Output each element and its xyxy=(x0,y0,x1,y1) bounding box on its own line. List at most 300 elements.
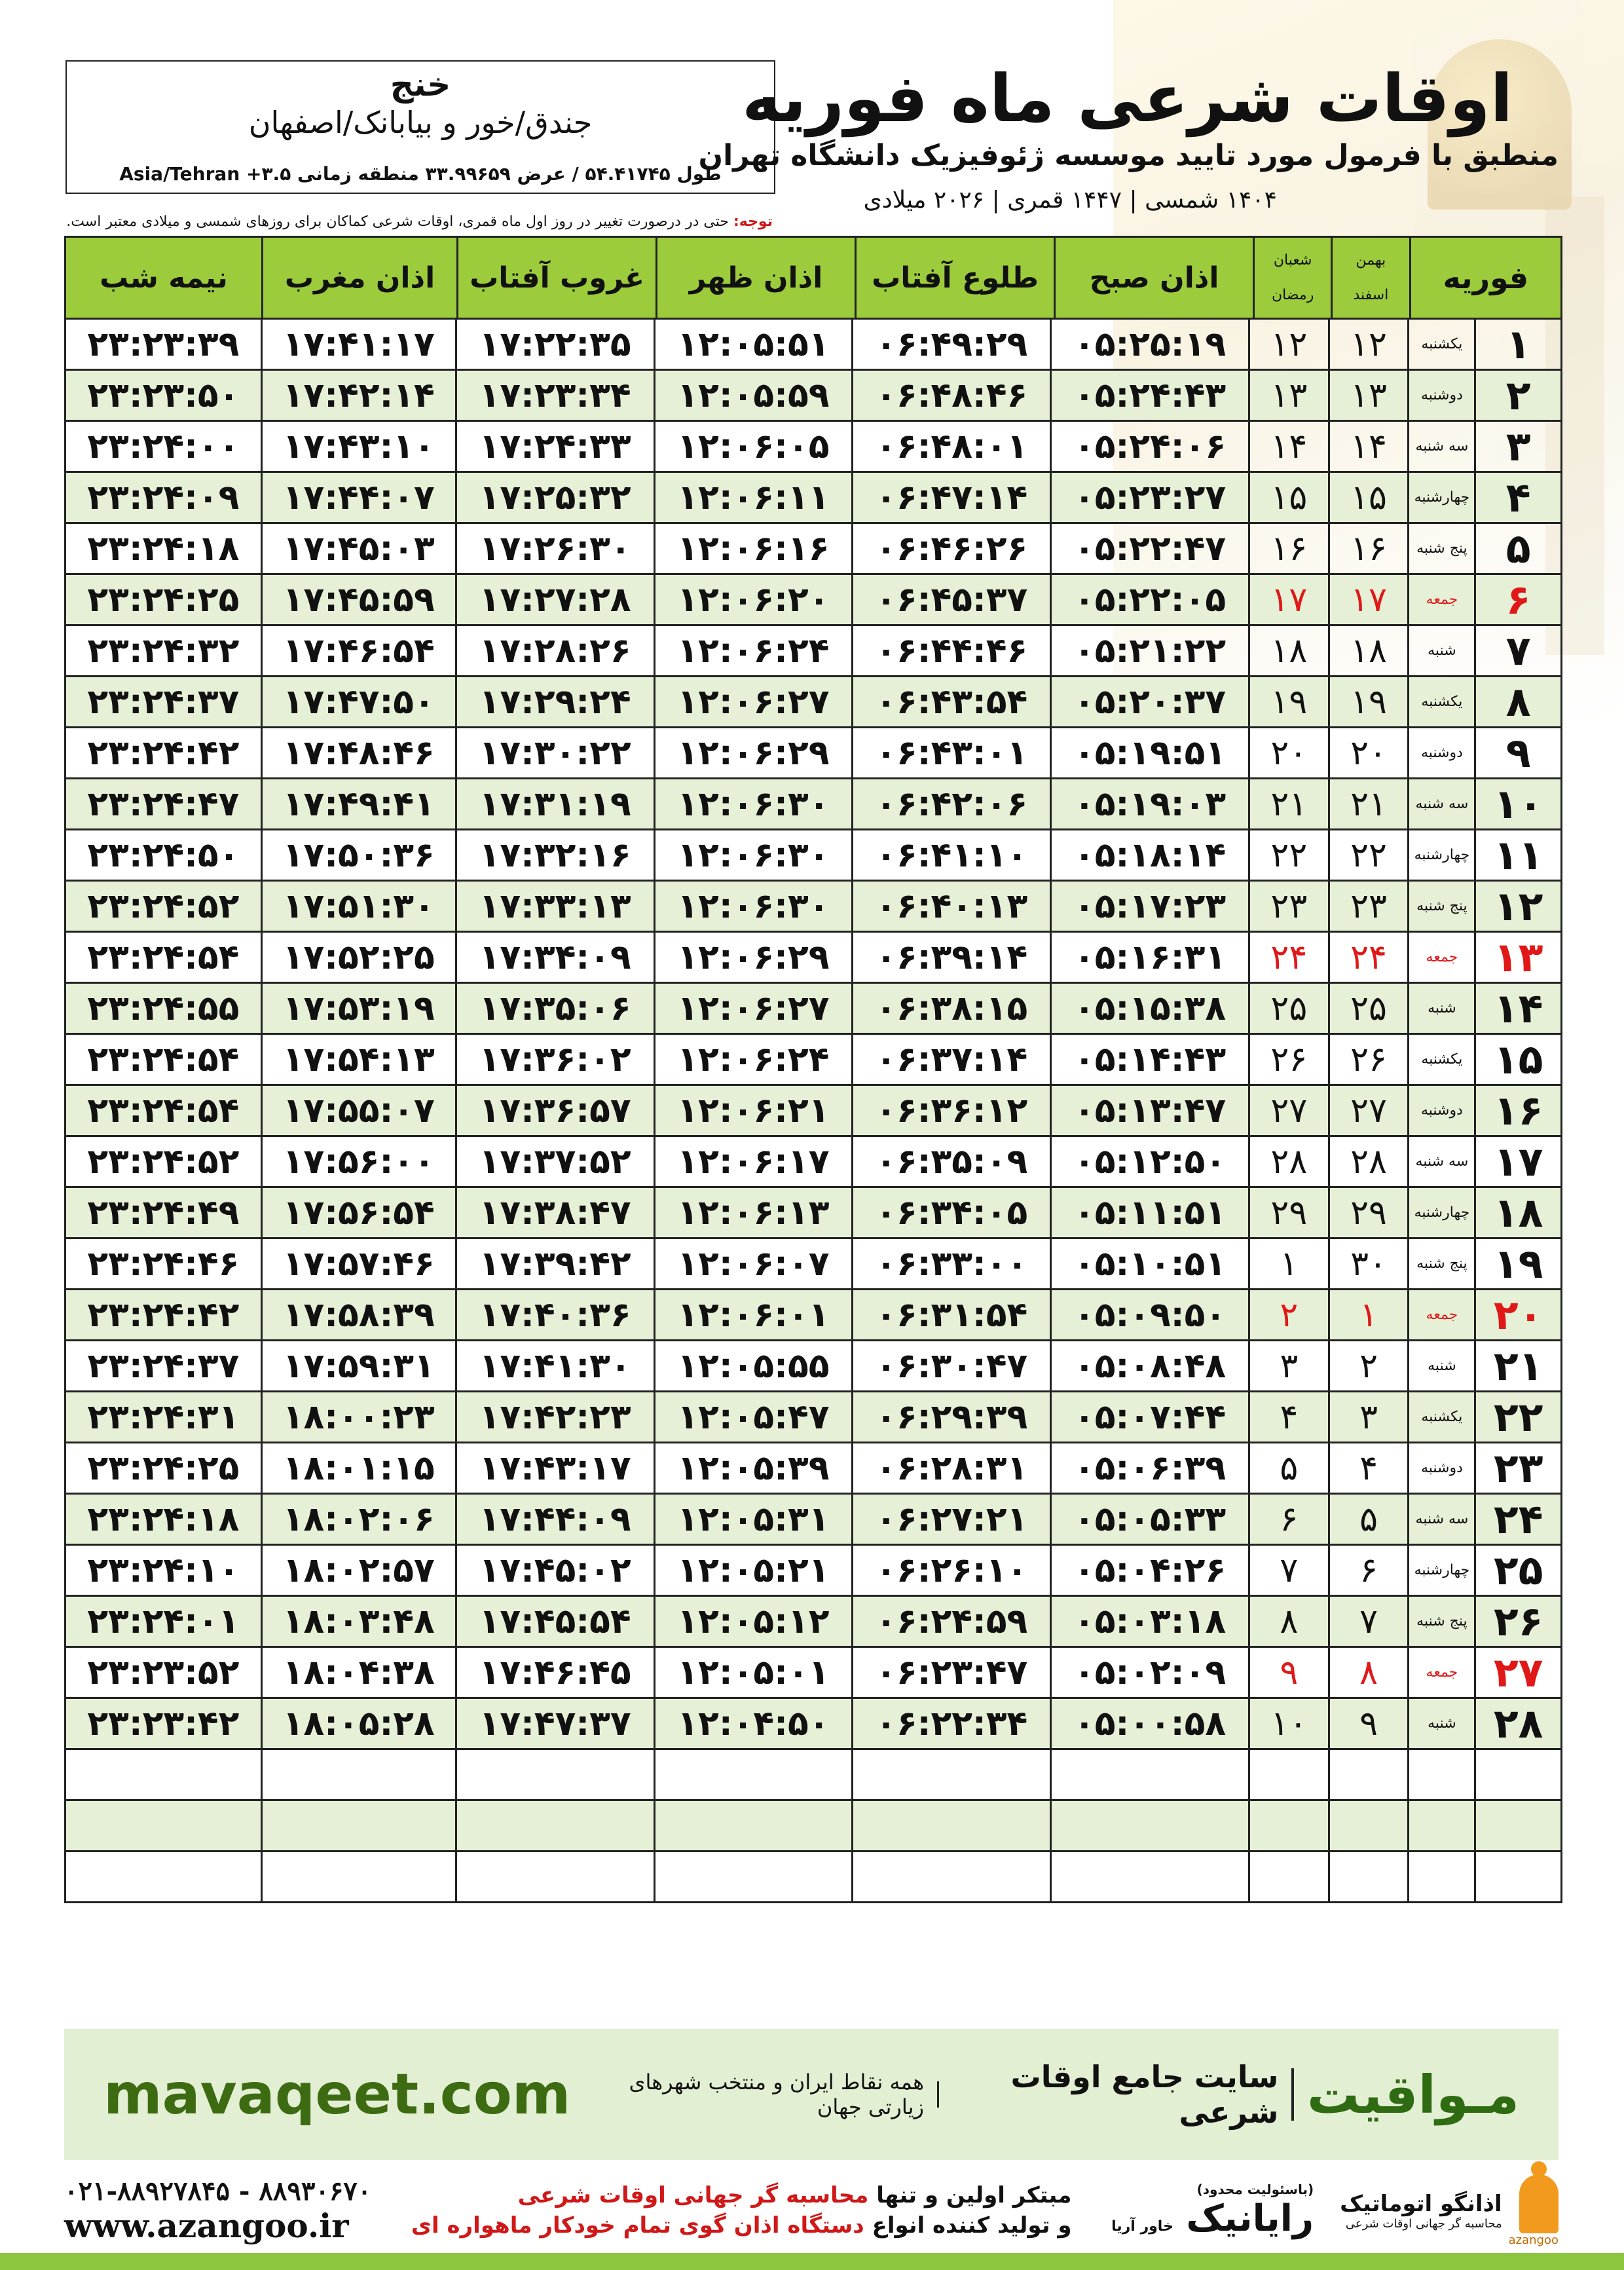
solar-day: ۲۱ xyxy=(1328,779,1408,828)
azangoo-mark-icon xyxy=(1509,2174,1559,2247)
sunrise-time: ۰۶:۲۴:۵۹ xyxy=(851,1597,1050,1646)
solar-day: ۲ xyxy=(1328,1341,1408,1390)
maghrib-time: ۱۷:۴۸:۴۶ xyxy=(261,728,455,777)
lunar-day: ۲۹ xyxy=(1248,1188,1328,1237)
table-row xyxy=(66,1239,1560,1290)
weekday: یکشنبه xyxy=(1407,1035,1474,1084)
sunset-time: ۱۷:۳۷:۵۲ xyxy=(455,1137,654,1186)
maghrib-time: ۱۷:۵۰:۳۶ xyxy=(261,830,455,880)
sunset-time: ۱۷:۳۱:۱۹ xyxy=(455,779,654,828)
calendar-years: ۱۴۰۴ شمسی | ۱۴۴۷ قمری | ۲۰۲۶ میلادی xyxy=(863,187,1277,214)
fajr-time: ۰۵:۰۴:۲۶ xyxy=(1050,1546,1248,1595)
day-number: ۱۳ xyxy=(1474,933,1560,982)
weekday: جمعه xyxy=(1407,1648,1474,1697)
table-row xyxy=(66,473,1560,524)
weekday: یکشنبه xyxy=(1407,320,1474,369)
fajr-time: ۰۵:۲۱:۲۲ xyxy=(1050,626,1248,675)
weekday: دوشنبه xyxy=(1407,1086,1474,1135)
weekday: پنج شنبه xyxy=(1407,882,1474,931)
table-row xyxy=(66,1341,1560,1392)
fajr-time: ۰۵:۰۳:۱۸ xyxy=(1050,1597,1248,1646)
solar-day xyxy=(1328,1750,1408,1799)
sunset-time: ۱۷:۳۹:۴۲ xyxy=(455,1239,654,1288)
dhuhr-time xyxy=(654,1801,852,1850)
sunset-time: ۱۷:۳۵:۰۶ xyxy=(455,984,654,1033)
header-bahman: بهمن xyxy=(1356,252,1386,269)
midnight-time: ۲۳:۲۴:۴۲ xyxy=(87,1295,240,1335)
sunset-time: ۱۷:۴۱:۳۰ xyxy=(455,1341,654,1390)
dhuhr-time: ۱۲:۰۶:۰۱ xyxy=(654,1290,852,1339)
table-row xyxy=(66,626,1560,677)
header-maghrib: اذان مغرب xyxy=(261,238,456,318)
bottom-bar xyxy=(0,2253,1624,2270)
sunset-time: ۱۷:۲۳:۳۴ xyxy=(455,371,654,420)
midnight-time: ۲۳:۲۴:۳۲ xyxy=(87,631,240,671)
lunar-day: ۱۵ xyxy=(1248,473,1328,522)
table-row xyxy=(66,1648,1560,1699)
midnight-time: ۲۳:۲۴:۵۴ xyxy=(87,1039,240,1079)
location-box xyxy=(65,60,775,194)
maghrib-time: ۱۸:۰۳:۴۸ xyxy=(261,1597,455,1646)
weekday: پنج شنبه xyxy=(1407,1597,1474,1646)
sunrise-time: ۰۶:۳۱:۵۴ xyxy=(851,1290,1050,1339)
midnight-time: ۲۳:۲۴:۴۶ xyxy=(87,1244,240,1284)
sunset-time: ۱۷:۳۰:۲۲ xyxy=(455,728,654,777)
solar-day: ۱۶ xyxy=(1328,524,1408,573)
fajr-time: ۰۵:۰۶:۳۹ xyxy=(1050,1443,1248,1493)
maghrib-time: ۱۷:۴۵:۵۹ xyxy=(261,575,455,624)
sunset-time: ۱۷:۴۳:۱۷ xyxy=(455,1443,654,1493)
day-number: ۱ xyxy=(1474,320,1560,369)
table-row xyxy=(66,575,1560,626)
header-sunrise: طلوع آفتاب xyxy=(855,238,1054,318)
solar-day: ۴ xyxy=(1328,1443,1408,1493)
fajr-time: ۰۵:۱۶:۳۱ xyxy=(1050,933,1248,982)
sunset-time: ۱۷:۴۲:۲۳ xyxy=(455,1392,654,1442)
lunar-day: ۲۵ xyxy=(1248,984,1328,1033)
solar-day xyxy=(1328,1801,1408,1850)
lunar-day: ۴ xyxy=(1248,1392,1328,1442)
solar-day: ۱۸ xyxy=(1328,626,1408,675)
maghrib-time xyxy=(261,1750,455,1799)
header-fajr: اذان صبح xyxy=(1054,238,1253,318)
header-lunar-months xyxy=(1253,238,1331,318)
midnight-time: ۲۳:۲۴:۲۵ xyxy=(87,580,240,620)
fajr-time: ۰۵:۱۷:۲۳ xyxy=(1050,882,1248,931)
sunset-time: ۱۷:۴۵:۰۲ xyxy=(455,1546,654,1595)
day-number: ۲۷ xyxy=(1474,1648,1560,1697)
lunar-day: ۱۷ xyxy=(1248,575,1328,624)
table-row xyxy=(66,728,1560,779)
day-number: ۲۲ xyxy=(1474,1392,1560,1442)
day-number: ۲۱ xyxy=(1474,1341,1560,1390)
location-region: جندق/خور و بیابانک/اصفهان xyxy=(248,105,593,140)
solar-day: ۱ xyxy=(1328,1290,1408,1339)
midnight-time: ۲۳:۲۴:۵۴ xyxy=(87,937,240,977)
dhuhr-time: ۱۲:۰۶:۱۶ xyxy=(654,524,852,573)
table-row xyxy=(66,1546,1560,1597)
sunrise-time: ۰۶:۳۴:۰۵ xyxy=(851,1188,1050,1237)
sunset-time: ۱۷:۴۴:۰۹ xyxy=(455,1495,654,1544)
sunrise-time: ۰۶:۴۸:۰۱ xyxy=(851,422,1050,471)
sunset-time xyxy=(455,1801,654,1850)
solar-day: ۱۲ xyxy=(1328,320,1408,369)
sunset-time: ۱۷:۴۶:۴۵ xyxy=(455,1648,654,1697)
table-row xyxy=(66,1852,1560,1901)
rayanik-logo-text: رایانیک xyxy=(1186,2197,1314,2240)
solar-day: ۲۶ xyxy=(1328,1035,1408,1084)
table-row xyxy=(66,882,1560,933)
table-row xyxy=(66,830,1560,882)
header-solar-months xyxy=(1331,238,1409,318)
day-number: ۲۸ xyxy=(1474,1699,1560,1748)
maghrib-time: ۱۷:۵۶:۵۴ xyxy=(261,1188,455,1237)
fajr-time: ۰۵:۱۲:۵۰ xyxy=(1050,1137,1248,1186)
fajr-time xyxy=(1050,1750,1248,1799)
maghrib-time: ۱۷:۵۶:۰۰ xyxy=(261,1137,455,1186)
table-row xyxy=(66,779,1560,830)
phone-numbers: ۰۲۱-۸۸۹۲۷۸۴۵ - ۸۸۹۳۰۶۷۰ xyxy=(64,2176,372,2206)
sunrise-time: ۰۶:۴۸:۴۶ xyxy=(851,371,1050,420)
day-number: ۸ xyxy=(1474,677,1560,726)
sunset-time: ۱۷:۲۵:۳۲ xyxy=(455,473,654,522)
weekday: جمعه xyxy=(1407,575,1474,624)
dhuhr-time: ۱۲:۰۶:۳۰ xyxy=(654,882,852,931)
ad-line1-b: محاسبه گر جهانی اوقات شرعی xyxy=(517,2182,869,2208)
sunset-time: ۱۷:۴۷:۳۷ xyxy=(455,1699,654,1748)
table-row xyxy=(66,1443,1560,1495)
midnight-time: ۲۳:۲۴:۱۸ xyxy=(87,529,240,568)
fajr-time: ۰۵:۲۴:۴۳ xyxy=(1050,371,1248,420)
day-number: ۵ xyxy=(1474,524,1560,573)
lunar-day: ۱۲ xyxy=(1248,320,1328,369)
solar-day: ۹ xyxy=(1328,1699,1408,1748)
sunrise-time: ۰۶:۴۱:۱۰ xyxy=(851,830,1050,880)
maghrib-time: ۱۷:۴۷:۵۰ xyxy=(261,677,455,726)
day-number: ۲ xyxy=(1474,371,1560,420)
weekday: چهارشنبه xyxy=(1407,473,1474,522)
sunrise-time: ۰۶:۴۰:۱۳ xyxy=(851,882,1050,931)
fajr-time: ۰۵:۲۲:۰۵ xyxy=(1050,575,1248,624)
lunar-day: ۲۳ xyxy=(1248,882,1328,931)
header-sunset: غروب آفتاب xyxy=(456,238,655,318)
solar-day: ۲۲ xyxy=(1328,830,1408,880)
solar-day: ۲۸ xyxy=(1328,1137,1408,1186)
solar-day xyxy=(1328,1852,1408,1901)
dhuhr-time xyxy=(654,1750,852,1799)
notice-text: حتی در درصورت تغییر در روز اول ماه قمری، اوقات شرعی کماکان برای روزهای شمسی و میلادی معتبر است. xyxy=(66,214,729,230)
fajr-time: ۰۵:۰۰:۵۸ xyxy=(1050,1699,1248,1748)
sunrise-time xyxy=(851,1750,1050,1799)
weekday xyxy=(1407,1852,1474,1901)
midnight-time: ۲۳:۲۴:۴۷ xyxy=(87,784,240,824)
dhuhr-time: ۱۲:۰۶:۳۰ xyxy=(654,830,852,880)
maghrib-time: ۱۸:۰۲:۰۶ xyxy=(261,1495,455,1544)
weekday: یکشنبه xyxy=(1407,1392,1474,1442)
lunar-day: ۲۶ xyxy=(1248,1035,1328,1084)
lunar-day: ۸ xyxy=(1248,1597,1328,1646)
maghrib-time: ۱۷:۴۶:۵۴ xyxy=(261,626,455,675)
sunset-time: ۱۷:۳۲:۱۶ xyxy=(455,830,654,880)
lunar-day xyxy=(1248,1852,1328,1901)
table-row xyxy=(66,1495,1560,1546)
maghrib-time: ۱۷:۴۱:۱۷ xyxy=(261,320,455,369)
sunset-time: ۱۷:۲۴:۳۳ xyxy=(455,422,654,471)
sponsor-logos xyxy=(1111,2174,1559,2247)
maghrib-time: ۱۸:۰۴:۳۸ xyxy=(261,1648,455,1697)
midnight-time: ۲۳:۲۴:۲۵ xyxy=(87,1448,240,1488)
sunrise-time: ۰۶:۴۷:۱۴ xyxy=(851,473,1050,522)
weekday xyxy=(1407,1750,1474,1799)
maghrib-time: ۱۷:۵۸:۳۹ xyxy=(261,1290,455,1339)
weekday: دوشنبه xyxy=(1407,371,1474,420)
dhuhr-time: ۱۲:۰۶:۲۷ xyxy=(654,677,852,726)
table-row xyxy=(66,1699,1560,1750)
dhuhr-time: ۱۲:۰۶:۱۳ xyxy=(654,1188,852,1237)
day-number: ۹ xyxy=(1474,728,1560,777)
table-row xyxy=(66,1290,1560,1341)
header-shaban: شعبان xyxy=(1273,252,1312,269)
footer xyxy=(64,2174,1559,2246)
table-row xyxy=(66,1392,1560,1443)
day-number: ۲۳ xyxy=(1474,1443,1560,1493)
day-number: ۱۷ xyxy=(1474,1137,1560,1186)
divider xyxy=(1291,2068,1293,2121)
day-number: ۲۵ xyxy=(1474,1546,1560,1595)
sunset-time: ۱۷:۴۰:۳۶ xyxy=(455,1290,654,1339)
day-number: ۱۵ xyxy=(1474,1035,1560,1084)
fajr-time: ۰۵:۱۱:۵۱ xyxy=(1050,1188,1248,1237)
sunrise-time: ۰۶:۴۳:۰۱ xyxy=(851,728,1050,777)
fajr-time: ۰۵:۱۳:۴۷ xyxy=(1050,1086,1248,1135)
maghrib-time: ۱۸:۰۱:۱۵ xyxy=(261,1443,455,1493)
midnight-time: ۲۳:۲۴:۴۹ xyxy=(87,1193,240,1233)
solar-day: ۲۳ xyxy=(1328,882,1408,931)
sunrise-time: ۰۶:۳۰:۴۷ xyxy=(851,1341,1050,1390)
solar-day: ۱۹ xyxy=(1328,677,1408,726)
sunset-time: ۱۷:۲۲:۳۵ xyxy=(455,320,654,369)
midnight-time: ۲۳:۲۳:۳۹ xyxy=(87,324,240,364)
midnight-time: ۲۳:۲۳:۴۲ xyxy=(87,1703,240,1743)
sunrise-time: ۰۶:۳۷:۱۴ xyxy=(851,1035,1050,1084)
sunrise-time: ۰۶:۲۹:۳۹ xyxy=(851,1392,1050,1442)
sunset-time: ۱۷:۳۶:۵۷ xyxy=(455,1086,654,1135)
dhuhr-time: ۱۲:۰۵:۱۲ xyxy=(654,1597,852,1646)
dhuhr-time: ۱۲:۰۶:۲۱ xyxy=(654,1086,852,1135)
dhuhr-time: ۱۲:۰۶:۲۹ xyxy=(654,933,852,982)
rayanik-logo-side: خاور آریا xyxy=(1111,2218,1173,2235)
maghrib-time: ۱۷:۵۱:۳۰ xyxy=(261,882,455,931)
solar-day: ۱۵ xyxy=(1328,473,1408,522)
weekday: چهارشنبه xyxy=(1407,1188,1474,1237)
midnight-time: ۲۳:۲۴:۵۲ xyxy=(87,886,240,926)
fajr-time: ۰۵:۱۸:۱۴ xyxy=(1050,830,1248,880)
azangoo-logo xyxy=(1340,2174,1559,2247)
sunrise-time: ۰۶:۴۹:۲۹ xyxy=(851,320,1050,369)
sunrise-time: ۰۶:۲۸:۳۱ xyxy=(851,1443,1050,1493)
fajr-time xyxy=(1050,1852,1248,1901)
midnight-time: ۲۳:۲۴:۵۰ xyxy=(87,835,240,875)
solar-day: ۳۰ xyxy=(1328,1239,1408,1288)
weekday: شنبه xyxy=(1407,1699,1474,1748)
header-midnight: نیمه شب xyxy=(100,261,228,295)
sunrise-time: ۰۶:۲۲:۳۴ xyxy=(851,1699,1050,1748)
dhuhr-time: ۱۲:۰۵:۵۱ xyxy=(654,320,852,369)
sunrise-time xyxy=(851,1801,1050,1850)
weekday: جمعه xyxy=(1407,933,1474,982)
day-number: ۳ xyxy=(1474,422,1560,471)
midnight-time: ۲۳:۲۴:۱۰ xyxy=(87,1550,240,1590)
midnight-time xyxy=(66,1852,261,1901)
fajr-time: ۰۵:۱۴:۴۳ xyxy=(1050,1035,1248,1084)
ad-line1-a: مبتکر اولین و تنها xyxy=(876,2182,1072,2208)
table-row xyxy=(66,1137,1560,1188)
fajr-time: ۰۵:۱۵:۳۸ xyxy=(1050,984,1248,1033)
day-number: ۱۹ xyxy=(1474,1239,1560,1288)
azangoo-logo-en: azangoo xyxy=(1508,2233,1559,2247)
sunrise-time: ۰۶:۴۳:۵۴ xyxy=(851,677,1050,726)
weekday: شنبه xyxy=(1407,1341,1474,1390)
sunset-time: ۱۷:۲۶:۳۰ xyxy=(455,524,654,573)
table-row xyxy=(66,422,1560,473)
table-row xyxy=(66,1750,1560,1801)
weekday: شنبه xyxy=(1407,984,1474,1033)
sunrise-time: ۰۶:۳۹:۱۴ xyxy=(851,933,1050,982)
sunrise-time: ۰۶:۴۴:۴۶ xyxy=(851,626,1050,675)
lunar-day: ۲۴ xyxy=(1248,933,1328,982)
maghrib-time: ۱۸:۰۰:۲۳ xyxy=(261,1392,455,1442)
solar-day: ۶ xyxy=(1328,1546,1408,1595)
day-number: ۷ xyxy=(1474,626,1560,675)
midnight-time: ۲۳:۲۳:۵۲ xyxy=(87,1652,240,1692)
midnight-time: ۲۳:۲۴:۰۹ xyxy=(87,477,240,517)
weekday: شنبه xyxy=(1407,626,1474,675)
table-row xyxy=(66,984,1560,1035)
sunrise-time: ۰۶:۳۵:۰۹ xyxy=(851,1137,1050,1186)
table-row xyxy=(66,320,1560,371)
rayanik-logo-top: (باسئولیت محدود) xyxy=(1196,2181,1314,2197)
sunrise-time: ۰۶:۳۸:۱۵ xyxy=(851,984,1050,1033)
maghrib-time: ۱۷:۵۲:۲۵ xyxy=(261,933,455,982)
dhuhr-time: ۱۲:۰۵:۵۵ xyxy=(654,1341,852,1390)
notice xyxy=(65,214,773,230)
lunar-day: ۲۲ xyxy=(1248,830,1328,880)
sunset-time: ۱۷:۲۸:۲۶ xyxy=(455,626,654,675)
day-number: ۱۱ xyxy=(1474,830,1560,880)
notice-label: توجه: xyxy=(733,214,773,230)
lunar-day: ۱۴ xyxy=(1248,422,1328,471)
day-number: ۱۸ xyxy=(1474,1188,1560,1237)
dhuhr-time: ۱۲:۰۶:۳۰ xyxy=(654,779,852,828)
sunset-time: ۱۷:۲۹:۲۴ xyxy=(455,677,654,726)
solar-day: ۷ xyxy=(1328,1597,1408,1646)
midnight-time: ۲۳:۲۴:۰۰ xyxy=(87,426,240,466)
lunar-day: ۲۷ xyxy=(1248,1086,1328,1135)
sunrise-time: ۰۶:۲۷:۲۱ xyxy=(851,1495,1050,1544)
lunar-day: ۱۹ xyxy=(1248,677,1328,726)
lunar-day: ۹ xyxy=(1248,1648,1328,1697)
lunar-day: ۳ xyxy=(1248,1341,1328,1390)
maghrib-time: ۱۷:۵۷:۴۶ xyxy=(261,1239,455,1288)
dhuhr-time: ۱۲:۰۶:۲۹ xyxy=(654,728,852,777)
table-row xyxy=(66,1801,1560,1852)
midnight-time: ۲۳:۲۴:۴۲ xyxy=(87,733,240,773)
maghrib-time: ۱۸:۰۵:۲۸ xyxy=(261,1699,455,1748)
solar-day: ۲۷ xyxy=(1328,1086,1408,1135)
header-month: فوریه xyxy=(1409,238,1560,318)
lunar-day: ۲ xyxy=(1248,1290,1328,1339)
day-number xyxy=(1474,1852,1560,1901)
day-number: ۴ xyxy=(1474,473,1560,522)
midnight-time: ۲۳:۲۴:۵۴ xyxy=(87,1090,240,1130)
fajr-time: ۰۵:۰۸:۴۸ xyxy=(1050,1341,1248,1390)
header-ramadan: رمضان xyxy=(1271,287,1314,303)
ad-line2-b: دستگاه اذان گوی تمام خودکار ماهواره ای xyxy=(411,2212,864,2239)
rayanik-logo xyxy=(1111,2182,1314,2240)
midnight-time: ۲۳:۲۳:۵۰ xyxy=(87,375,240,415)
day-number: ۲۰ xyxy=(1474,1290,1560,1339)
fajr-time: ۰۵:۲۳:۲۷ xyxy=(1050,473,1248,522)
table-row xyxy=(66,524,1560,575)
lunar-day: ۱ xyxy=(1248,1239,1328,1288)
sunset-time: ۱۷:۲۷:۲۸ xyxy=(455,575,654,624)
lunar-day: ۱۰ xyxy=(1248,1699,1328,1748)
weekday: یکشنبه xyxy=(1407,677,1474,726)
weekday: پنج شنبه xyxy=(1407,1239,1474,1288)
table-row xyxy=(66,1086,1560,1137)
midnight-time xyxy=(66,1801,261,1850)
site-url[interactable]: mavaqeet.com xyxy=(103,2062,571,2127)
maghrib-time: ۱۷:۴۹:۴۱ xyxy=(261,779,455,828)
dhuhr-time: ۱۲:۰۵:۵۹ xyxy=(654,371,852,420)
sunrise-time: ۰۶:۳۶:۱۲ xyxy=(851,1086,1050,1135)
brand-tagline: سایت جامع اوقات شرعی xyxy=(1010,2059,1279,2130)
midnight-time: ۲۳:۲۴:۰۱ xyxy=(87,1601,240,1641)
day-number: ۱۰ xyxy=(1474,779,1560,828)
maghrib-time: ۱۷:۴۳:۱۰ xyxy=(261,422,455,471)
dhuhr-time: ۱۲:۰۴:۵۰ xyxy=(654,1699,852,1748)
sunrise-time: ۰۶:۴۲:۰۶ xyxy=(851,779,1050,828)
day-number: ۲۶ xyxy=(1474,1597,1560,1646)
sunset-time xyxy=(455,1852,654,1901)
location-coordinates: طول ۵۴.۴۱۷۴۵ / عرض ۳۳.۹۹۶۵۹ منطقه زمانی ۳.۵+ Asia/Tehran xyxy=(119,163,722,185)
lunar-day: ۲۱ xyxy=(1248,779,1328,828)
midnight-time: ۲۳:۲۴:۱۸ xyxy=(87,1499,240,1539)
maghrib-time xyxy=(261,1852,455,1901)
sunrise-time: ۰۶:۲۳:۴۷ xyxy=(851,1648,1050,1697)
sunset-time xyxy=(455,1750,654,1799)
azangoo-url[interactable]: www.azangoo.ir xyxy=(64,2206,349,2245)
midnight-time: ۲۳:۲۴:۳۷ xyxy=(87,1346,240,1386)
dhuhr-time: ۱۲:۰۶:۲۷ xyxy=(654,984,852,1033)
day-number: ۱۶ xyxy=(1474,1086,1560,1135)
weekday: سه شنبه xyxy=(1407,779,1474,828)
lunar-day: ۶ xyxy=(1248,1495,1328,1544)
fajr-time: ۰۵:۰۲:۰۹ xyxy=(1050,1648,1248,1697)
contact-block xyxy=(64,2176,371,2245)
dhuhr-time xyxy=(654,1852,852,1901)
fajr-time: ۰۵:۲۲:۴۷ xyxy=(1050,524,1248,573)
sunrise-time: ۰۶:۴۶:۲۶ xyxy=(851,524,1050,573)
weekday: سه شنبه xyxy=(1407,1137,1474,1186)
brand-subtext: همه نقاط ایران و منتخب شهرهای زیارتی جهان xyxy=(629,2070,924,2119)
table-row xyxy=(66,1035,1560,1086)
fajr-time: ۰۵:۱۰:۵۱ xyxy=(1050,1239,1248,1288)
weekday: جمعه xyxy=(1407,1290,1474,1339)
midnight-time xyxy=(66,1750,261,1799)
fajr-time: ۰۵:۲۰:۳۷ xyxy=(1050,677,1248,726)
maghrib-time: ۱۷:۵۵:۰۷ xyxy=(261,1086,455,1135)
